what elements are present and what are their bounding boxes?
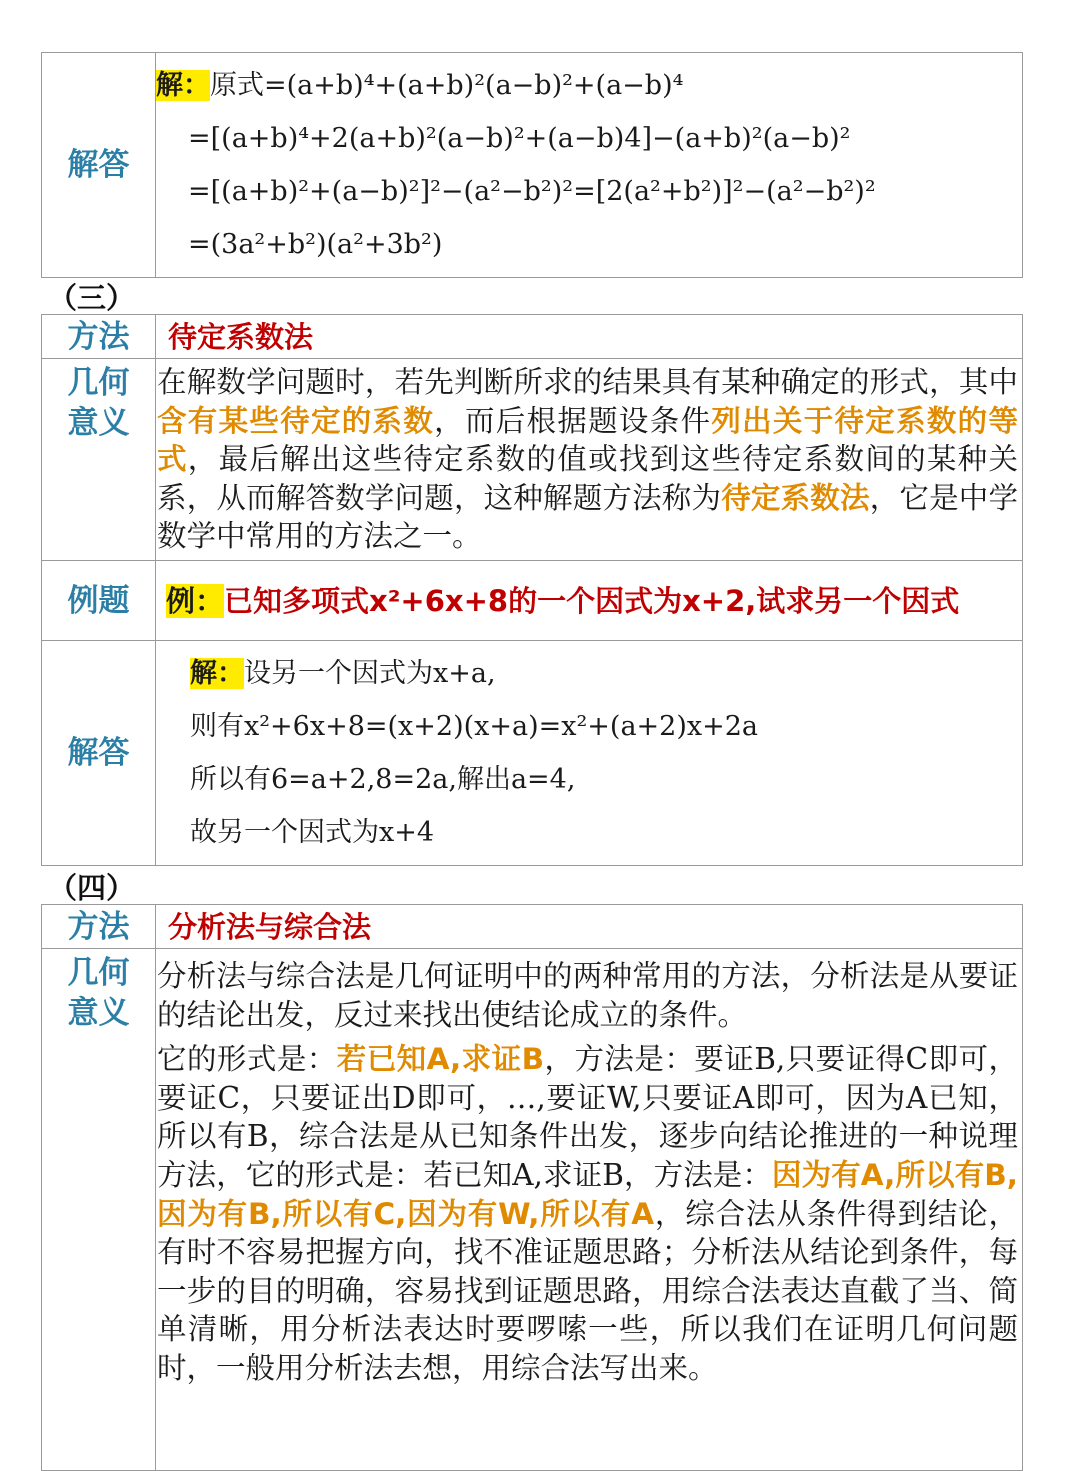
answer-line: 所以有6=a+2,8=2a,解出a=4, bbox=[190, 764, 576, 795]
meaning-paragraph bbox=[156, 957, 1022, 1034]
example-cell bbox=[156, 561, 1023, 641]
text-run: ，综合法从条件得到结论，有时不容易把握方向，找不准证题思路；分析法从结论到条件，每一步的目的明确，容易找到证题思路，用综合法表达直截了当、简单清晰，用分析法表达时要啰嗦一些，所以我们在证明几何问题时，一般用分析法去想，用综合法写出来。 bbox=[157, 1196, 1018, 1385]
method-table-4 bbox=[41, 904, 1023, 1471]
answer-line: 解：设另一个因式为x+a, bbox=[190, 658, 496, 689]
section-heading-4: （四） bbox=[48, 871, 136, 905]
method-cell bbox=[156, 905, 1023, 949]
answer-label: 解答 bbox=[42, 53, 156, 278]
method-table-3 bbox=[41, 314, 1023, 866]
text-run: ，方法是：要证B,只要证得C即可，要证C，只要证出D即可，…,要证W,只要证A即可，因为A已知，所以有B，综合法是从已知条件出发，逐步向结论推进的一种说理方法，它的形式是：若已知A,求证B，方法是： bbox=[157, 1042, 1018, 1192]
text-run: ，而后根据题设条件 bbox=[434, 403, 712, 438]
answer-label: 解答 bbox=[42, 641, 156, 866]
method-label: 方法 bbox=[42, 905, 156, 949]
meaning-paragraph bbox=[156, 1040, 1022, 1387]
key-phrase: 因为有A,所以有B,因为有B,所以有C,因为有W,所以有A bbox=[157, 1157, 1018, 1231]
text-run: 它的形式是： bbox=[157, 1042, 337, 1077]
key-phrase: 列出关于待定系数的等式 bbox=[157, 403, 1018, 477]
example-marker: 例： bbox=[166, 583, 225, 618]
answer-line: =[(a+b)²+(a−b)²]²−(a²−b²)²=[2(a²+b²)]²−(a²−b²)² bbox=[188, 176, 876, 207]
text-run: ，它是中学数学中常用的方法之一。 bbox=[157, 480, 1018, 554]
example-text: 例：已知多项式x²+6x+8的一个因式为x+2,试求另一个因式 bbox=[166, 583, 960, 618]
text-run: 分析法与综合法是几何证明中的两种常用的方法，分析法是从要证的结论出发，反过来找出使结论成立的条件。 bbox=[157, 959, 1018, 1032]
answer-table-2 bbox=[41, 52, 1023, 278]
answer-line: =(3a²+b²)(a²+3b²) bbox=[188, 229, 443, 260]
meaning-text bbox=[156, 363, 1022, 556]
method-cell bbox=[156, 315, 1023, 359]
method-label: 方法 bbox=[42, 315, 156, 359]
solution-marker: 解： bbox=[156, 70, 210, 101]
text-run: 在解数学问题时，若先判断所求的结果具有某种确定的形式，其中 bbox=[157, 365, 1018, 400]
answer-line: 故另一个因式为x+4 bbox=[190, 817, 435, 848]
meaning-cell bbox=[156, 359, 1023, 561]
answer-content bbox=[156, 641, 1023, 866]
answer-line: 解：原式=(a+b)⁴+(a+b)²(a−b)²+(a−b)⁴ bbox=[156, 70, 684, 101]
answer-line: 则有x²+6x+8=(x+2)(x+a)=x²+(a+2)x+2a bbox=[190, 711, 759, 742]
key-phrase: 含有某些待定的系数 bbox=[157, 403, 435, 438]
meaning-label: 几何 意义 bbox=[42, 949, 156, 1471]
answer-content bbox=[156, 53, 1023, 278]
text-run: ，最后解出这些待定系数的值或找到这些待定系数间的某种关系，从而解答数学问题，这种解题方法称为 bbox=[157, 442, 1018, 515]
solution-marker: 解： bbox=[190, 658, 244, 689]
section-heading-3: （三） bbox=[48, 281, 136, 315]
example-label: 例题 bbox=[42, 561, 156, 641]
key-phrase: 若已知A,求证B bbox=[336, 1042, 545, 1077]
key-phrase: 待定系数法 bbox=[721, 480, 870, 515]
answer-line: =[(a+b)⁴+2(a+b)²(a−b)²+(a−b)4]−(a+b)²(a−b)² bbox=[188, 123, 851, 154]
meaning-label: 几何 意义 bbox=[42, 359, 156, 561]
method-name: 分析法与综合法 bbox=[168, 909, 372, 944]
method-name: 待定系数法 bbox=[168, 319, 314, 354]
meaning-cell bbox=[156, 949, 1023, 1471]
